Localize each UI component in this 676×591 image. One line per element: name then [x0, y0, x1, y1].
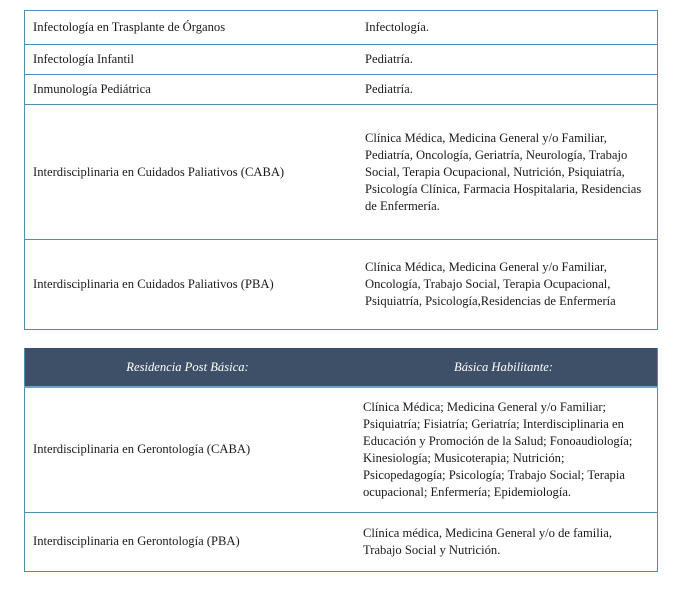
table-row [25, 387, 658, 512]
table-row [25, 240, 658, 330]
basica-cell: Pediatría. [352, 45, 658, 75]
table-row [25, 75, 658, 105]
basica-cell: Clínica médica, Medicina General y/o de familia, Trabajo Social y Nutrición. [350, 512, 658, 571]
residencias-table-1 [24, 10, 658, 330]
residencia-cell: Interdisciplinaria en Cuidados Paliativos (CABA) [25, 105, 353, 240]
header-basica-habilitante: Básica Habilitante: [350, 348, 658, 387]
basica-cell: Clínica Médica, Medicina General y/o Familiar, Pediatría, Oncología, Geriatría, Neurología, Trabajo Social, Terapia Ocupacional, Nutrición, Psiquiatría, Psicología Clínica, Farmacia Hospitalaria, Residencias de Enfermería. [352, 105, 658, 240]
basica-cell: Pediatría. [352, 75, 658, 105]
table-row [25, 11, 658, 45]
residencia-cell: Interdisciplinaria en Cuidados Paliativos (PBA) [25, 240, 353, 330]
table-row [25, 105, 658, 240]
basica-cell: Clínica Médica; Medicina General y/o Familiar; Psiquiatría; Fisiatría; Geriatría; Interdisciplinaria en Educación y Promoción de la Salud; Fonoaudiología; Kinesiología; Musicoterapia; Nutrición; Psicopedagogía; Psicología; Trabajo Social; Terapia ocupacional; Enfermería; Epidemiología. [350, 387, 658, 512]
residencias-table-2 [24, 348, 658, 572]
table-row [25, 45, 658, 75]
basica-cell: Clínica Médica, Medicina General y/o Familiar, Oncología, Trabajo Social, Terapia Ocupacional, Psiquiatría, Psicología,Residencias de Enfermería [352, 240, 658, 330]
basica-cell: Infectología. [352, 11, 658, 45]
residencia-cell: Inmunología Pediátrica [25, 75, 353, 105]
table-row [25, 512, 658, 571]
residencia-cell: Interdisciplinaria en Gerontología (PBA) [25, 512, 351, 571]
residencia-cell: Infectología Infantil [25, 45, 353, 75]
residencia-cell: Infectología en Trasplante de Órganos [25, 11, 353, 45]
residencia-cell: Interdisciplinaria en Gerontología (CABA) [25, 387, 351, 512]
table-header-row [25, 348, 658, 387]
header-residencia-post-basica: Residencia Post Básica: [25, 348, 351, 387]
